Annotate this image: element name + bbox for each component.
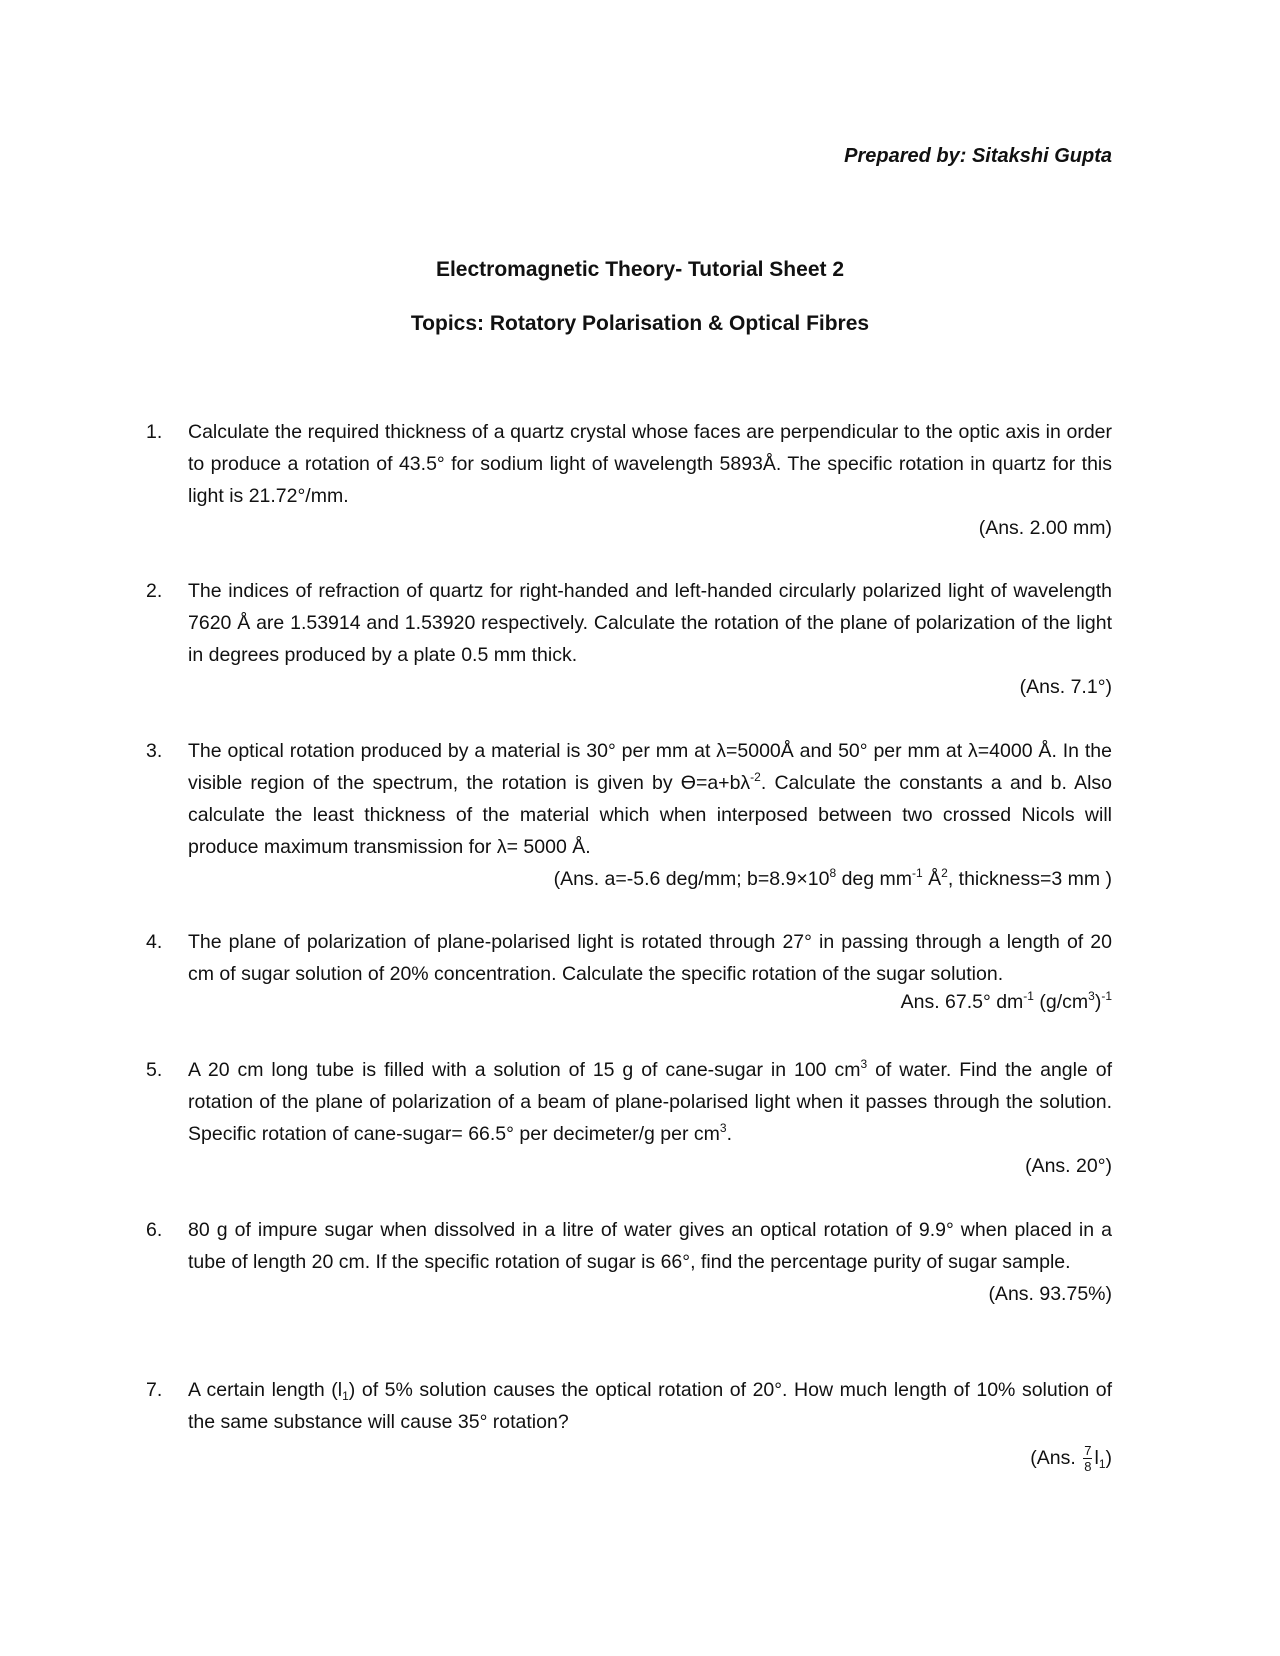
fraction: $\frac{7}{8}$ bbox=[1084, 1443, 1092, 1475]
question-text: Calculate the required thickness of a quartz crystal whose faces are perpendicular to the optic axis in order to produce a rotation of 43.5° for sodium light of wavelength 5893Å. The specific rotation in quartz for this light is 21.72°/mm. bbox=[188, 421, 1112, 507]
question-answer: (Ans. 93.75%) bbox=[988, 1283, 1112, 1305]
question-text: The indices of refraction of quartz for right-handed and left-handed circularly polarized light of wavelength 7620 Å are 1.53914 and 1.53920 respectively. Calculate the rotation of the plane of polarization of the light in degrees produced by a plate 0.5 mm thick. bbox=[188, 580, 1112, 666]
question-6 bbox=[146, 1214, 1112, 1310]
question-number: 6. bbox=[146, 1219, 163, 1241]
question-2 bbox=[146, 575, 1112, 703]
question-answer: (Ans. $\frac{7}{8}$ $l_1$) bbox=[1030, 1443, 1112, 1475]
question-7 bbox=[146, 1374, 1112, 1474]
question-answer: (Ans. 20°) bbox=[1025, 1155, 1112, 1177]
question-3 bbox=[146, 735, 1112, 895]
question-1 bbox=[146, 416, 1112, 544]
question-number: 5. bbox=[146, 1059, 163, 1081]
question-answer: (Ans. 2.00 mm) bbox=[978, 517, 1112, 539]
question-text: 80 g of impure sugar when dissolved in a litre of water gives an optical rotation of 9.9° when placed in a tube of length 20 cm. If the specific rotation of sugar is 66°, find the percentage purity of sugar sample. bbox=[188, 1219, 1112, 1273]
question-text: The plane of polarization of plane-polarised light is rotated through 27° in passing through a length of 20 cm of sugar solution of 20% concentration. Calculate the specific rotation of the sugar solution. bbox=[188, 931, 1112, 985]
prepared-by-note: Prepared by: Sitakshi Gupta bbox=[844, 145, 1112, 167]
question-number: 2. bbox=[146, 580, 163, 602]
question-number: 4. bbox=[146, 931, 163, 953]
question-number: 3. bbox=[146, 740, 163, 762]
question-answer: (Ans. 7.1°) bbox=[1019, 676, 1112, 698]
question-number: 7. bbox=[146, 1379, 163, 1401]
question-text: A 20 cm long tube is filled with a solution of 15 g of cane-sugar in 100 $cm^3$ of water. Find the angle of rotation of the plane of polarization of a beam of plane-polarised light when it passes through the solution. Specific rotation of cane-sugar= 66.5° per decimeter/g per $cm^3$. bbox=[188, 1057, 1113, 1145]
question-answer: (Ans. a=-5.6 deg/mm; $b=8.9\times 10^8$ deg $mm^{-1}$ $Å^2$, thickness=3 mm ) bbox=[553, 866, 1112, 890]
question-text: A certain length $(l_1)$ of 5% solution causes the optical rotation of 20°. How much length of 10% solution of the same substance will cause 35° rotation? bbox=[188, 1379, 1112, 1433]
question-4 bbox=[146, 926, 1112, 1014]
question-answer: Ans. 67.5° $dm^{-1}$ $(g/cm^3)^{-1}$ bbox=[900, 989, 1112, 1013]
question-5 bbox=[146, 1054, 1112, 1182]
question-number: 1. bbox=[146, 421, 163, 443]
sheet-topics: Topics: Rotatory Polarisation & Optical Fibres bbox=[410, 312, 870, 335]
sheet-title: Electromagnetic Theory- Tutorial Sheet 2 bbox=[435, 258, 845, 281]
question-text: The optical rotation produced by a material is 30° per mm at λ=5000Å and 50° per mm at λ=4000 Å. In the visible region of the spectrum, the rotation is given by $ϴ=a+b\lambda^{-2}$. Calculate the constants a and b. Also calculate the least thickness of the material which when interposed between two crossed Nicols will produce maximum transmission for λ= 5000 Å. bbox=[188, 740, 1113, 858]
